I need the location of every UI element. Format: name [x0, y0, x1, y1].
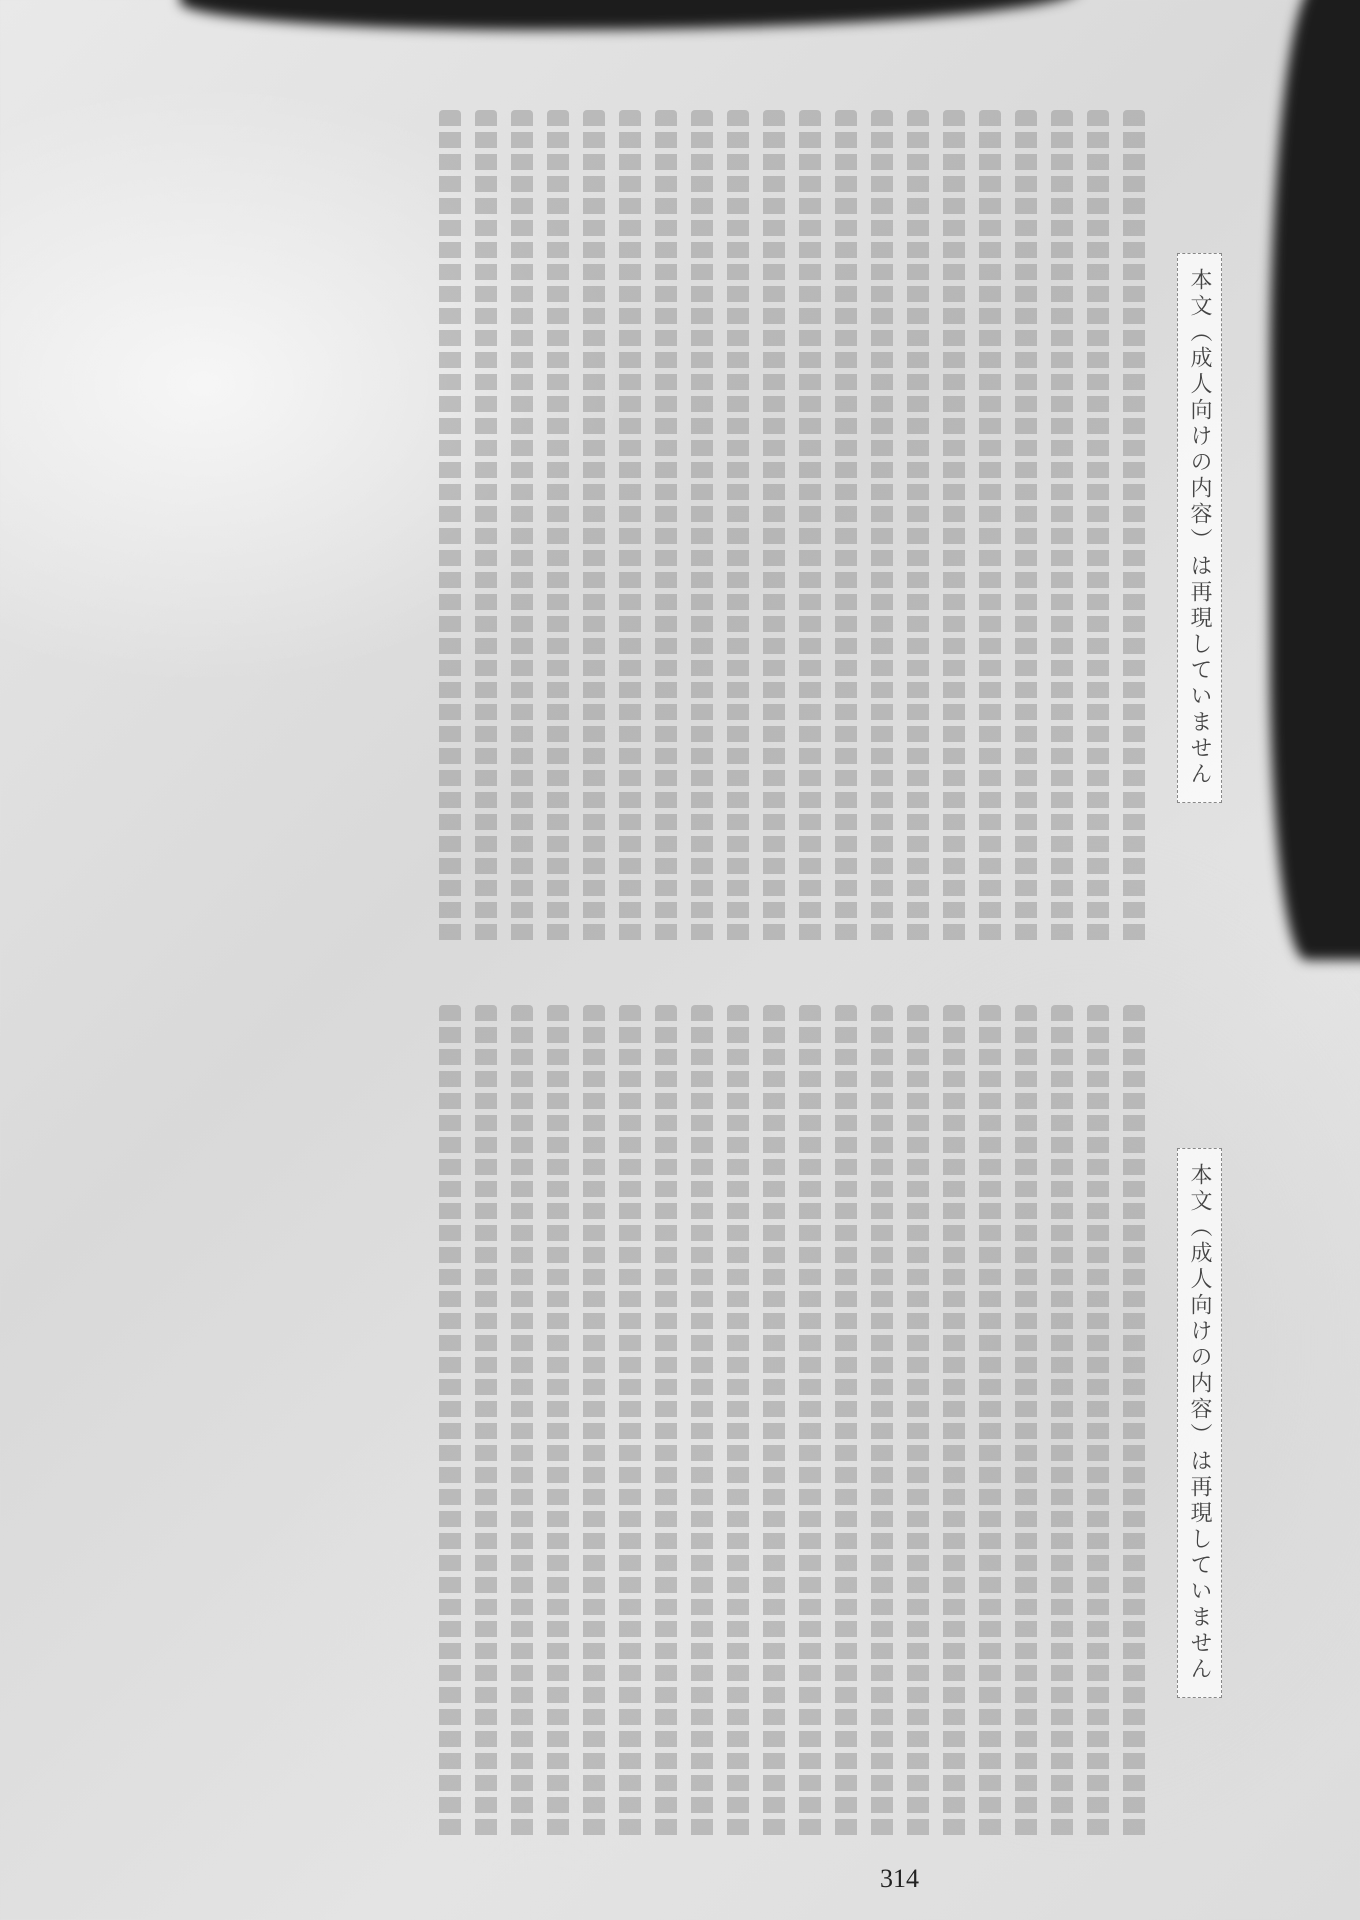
text-column-placeholder: [655, 1005, 677, 1840]
text-column-placeholder: [1087, 110, 1109, 945]
redaction-notice: 本文（成人向けの内容）は再現していません: [1177, 253, 1222, 803]
text-column-placeholder: [799, 110, 821, 945]
scan-artifact-right: [1270, 0, 1360, 960]
text-column-placeholder: [547, 1005, 569, 1840]
text-column-placeholder: [943, 110, 965, 945]
text-column-placeholder: [619, 110, 641, 945]
text-column-placeholder: [943, 1005, 965, 1840]
text-column-placeholder: [907, 1005, 929, 1840]
page-number: 314: [880, 1864, 919, 1893]
text-column-placeholder: [583, 1005, 605, 1840]
text-column-placeholder: [907, 110, 929, 945]
text-block-top: [120, 110, 1240, 945]
text-block-bottom: [120, 1005, 1240, 1840]
text-column-placeholder: [439, 110, 461, 945]
text-column-placeholder: [835, 1005, 857, 1840]
text-column-placeholder: [511, 110, 533, 945]
text-column-placeholder: [655, 110, 677, 945]
text-column-placeholder: [475, 1005, 497, 1840]
text-column-placeholder: [727, 110, 749, 945]
text-column-placeholder: [1051, 110, 1073, 945]
novel-page: [120, 110, 1240, 1840]
text-column-placeholder: [799, 1005, 821, 1840]
text-column-placeholder: [1015, 110, 1037, 945]
text-column-placeholder: [1015, 1005, 1037, 1840]
text-column-placeholder: [979, 110, 1001, 945]
text-column-placeholder: [835, 110, 857, 945]
redaction-notice: 本文（成人向けの内容）は再現していません: [1177, 1148, 1222, 1698]
text-column-placeholder: [1123, 1005, 1145, 1840]
text-column-placeholder: [979, 1005, 1001, 1840]
text-column-placeholder: [583, 110, 605, 945]
text-column-placeholder: [439, 1005, 461, 1840]
text-column-placeholder: [727, 1005, 749, 1840]
text-column-placeholder: [511, 1005, 533, 1840]
text-column-placeholder: [1051, 1005, 1073, 1840]
text-column-placeholder: [1087, 1005, 1109, 1840]
text-column-placeholder: [691, 110, 713, 945]
text-column-placeholder: [871, 110, 893, 945]
text-column-placeholder: [1123, 110, 1145, 945]
text-column-placeholder: [619, 1005, 641, 1840]
text-column-placeholder: [547, 110, 569, 945]
text-column-placeholder: [763, 110, 785, 945]
text-column-placeholder: [475, 110, 497, 945]
scan-artifact-top: [180, 0, 1080, 30]
text-column-placeholder: [763, 1005, 785, 1840]
text-column-placeholder: [871, 1005, 893, 1840]
text-column-placeholder: [691, 1005, 713, 1840]
